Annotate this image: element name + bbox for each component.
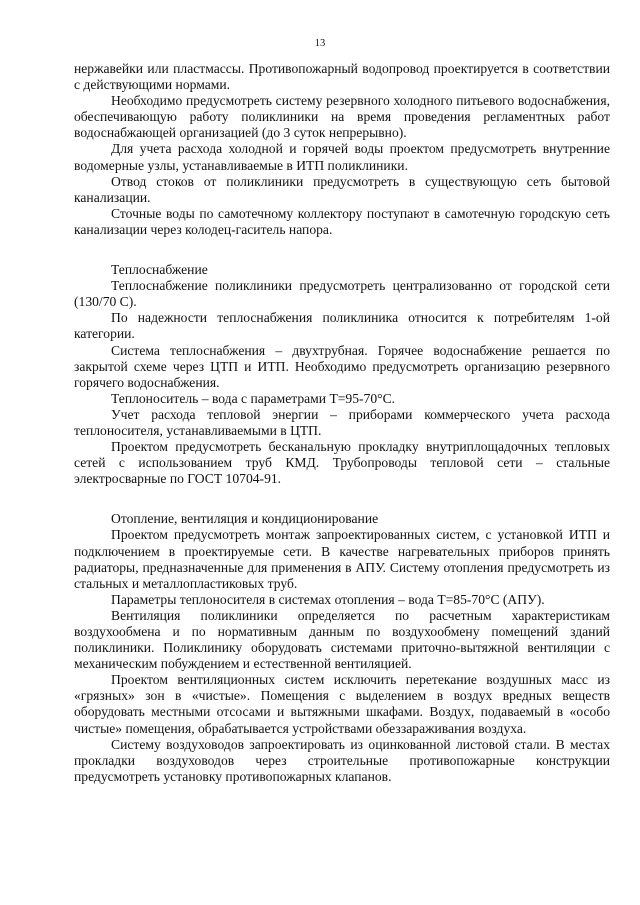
document-body — [74, 61, 610, 785]
paragraph: Теплоноситель – вода с параметрами Т=95-70°С. — [111, 390, 396, 406]
paragraph: Для учета расхода холодной и горячей воды проектом предусмотреть внутренние водомерные узлы, устанавливаемые в ИТП поликлиники. — [74, 141, 610, 173]
paragraph: Сточные воды по самотечному коллектору поступают в самотечную городскую сеть канализации через колодец-гаситель напора. — [74, 205, 610, 237]
page-number: 13 — [314, 38, 326, 49]
section-spacer — [74, 238, 610, 262]
paragraph: По надежности теплоснабжения поликлиника относится к потребителям 1-ой категории. — [74, 310, 610, 342]
paragraph: Проектом предусмотреть бесканальную прокладку внутриплощадочных тепловых сетей с использованием труб КМД. Трубопроводы тепловой сети – стальные электросварные по ГОСТ 10704-91. — [74, 439, 610, 487]
paragraph: нержавейки или пластмассы. Противопожарный водопровод проектируется в соответствии с действующими нормами. — [74, 61, 610, 93]
section-spacer — [74, 487, 610, 511]
section-heading: Отопление, вентиляция и кондиционирование — [111, 511, 379, 527]
paragraph: Систему воздуховодов запроектировать из оцинкованной листовой стали. В местах прокладки воздуховодов через строительные противопожарные конструкции предусмотреть установку противопожарных клапанов. — [74, 736, 610, 784]
paragraph: Проектом вентиляционных систем исключить перетекание воздушных масс из «грязных» зон в «чистые». Помещения с выделением в воздух вредных веществ оборудовать местными отсосами и вытяжными шкафами. Воздух, подаваемый в «особо чистые» помещения, обрабатывается устройствами обеззараживания воздуха. — [74, 672, 610, 736]
paragraph: Отвод стоков от поликлиники предусмотреть в существующую сеть бытовой канализации. — [74, 173, 610, 205]
paragraph: Проектом предусмотреть монтаж запроектированных систем, с установкой ИТП и подключением в проектируемые сети. В качестве нагревательных приборов принять радиаторы, предназначенные для применения в АПУ. Систему отопления предусмотреть из стальных и металлопластиковых труб. — [74, 527, 610, 591]
paragraph: Система теплоснабжения – двухтрубная. Горячее водоснабжение решается по закрытой схеме через ЦТП и ИТП. Необходимо предусмотреть организацию резервного горячего водоснабжения. — [74, 342, 610, 390]
paragraph: Параметры теплоносителя в системах отопления – вода Т=85-70°С (АПУ). — [111, 591, 545, 607]
paragraph: Теплоснабжение поликлиники предусмотреть централизованно от городской сети (130/70 С). — [74, 278, 610, 310]
paragraph: Учет расхода тепловой энергии – приборами коммерческого учета расхода теплоносителя, устанавливаемыми в ЦТП. — [74, 406, 610, 438]
paragraph: Необходимо предусмотреть систему резервного холодного питьевого водоснабжения, обеспечивающую работу поликлиники на время проведения регламентных работ водоснабжающей организацией (до 3 суток непрерывно). — [74, 93, 610, 141]
section-heading: Теплоснабжение — [111, 262, 208, 278]
paragraph: Вентиляция поликлиники определяется по расчетным характеристикам воздухообмена и по нормативным данным по воздухообмену помещений зданий поликлиники. Поликлинику оборудовать системами приточно-вытяжной вентиляции с механическим побуждением и естественной вентиляцией. — [74, 607, 610, 672]
